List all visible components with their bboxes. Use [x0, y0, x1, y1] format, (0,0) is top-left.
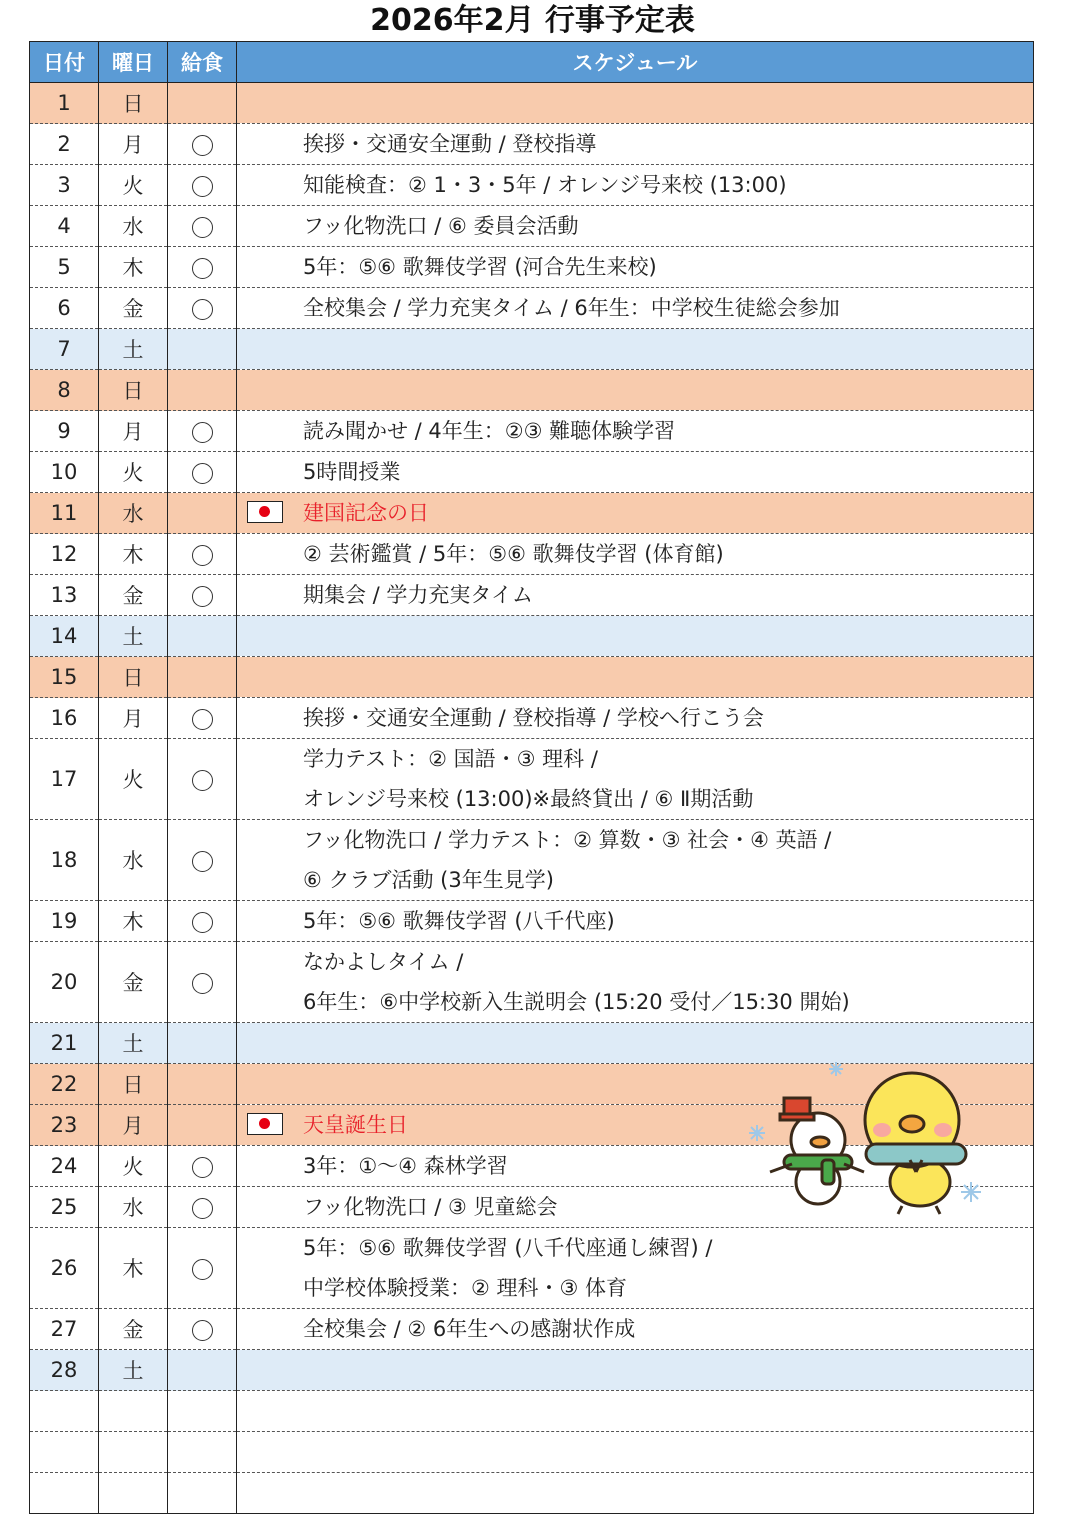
lunch-cell	[168, 1146, 237, 1187]
snowflake-icon	[961, 1182, 981, 1202]
page-title: 2026年2月 行事予定表	[370, 3, 695, 38]
mascot-illustration	[740, 1060, 1000, 1220]
japan-flag-icon	[247, 501, 283, 523]
weekday-cell: 火	[99, 739, 168, 820]
weekday-cell: 土	[99, 1023, 168, 1064]
table-row	[30, 370, 1034, 411]
date-cell	[30, 1473, 99, 1514]
date-cell: 2	[30, 124, 99, 165]
date-cell: 23	[30, 1105, 99, 1146]
lunch-cell	[168, 247, 237, 288]
lunch-cell	[168, 739, 237, 820]
schedule-line: 天皇誕生日	[303, 1113, 408, 1137]
schedule-line: 5年：⑤⑥ 歌舞伎学習 (河合先生来校)	[303, 255, 657, 279]
table-row	[30, 942, 1034, 1023]
header-lunch: 給食	[168, 42, 237, 83]
weekday-cell	[99, 1473, 168, 1514]
table-row	[30, 1023, 1034, 1064]
schedule-line: 建国記念の日	[303, 501, 429, 525]
lunch-cell	[168, 411, 237, 452]
schedule-line: フッ化物洗口 / ③ 児童総会	[303, 1195, 558, 1219]
schedule-line: 学力テスト：② 国語・③ 理科 /	[303, 747, 598, 771]
schedule-line: 挨拶・交通安全運動 / 登校指導 / 学校へ行こう会	[303, 706, 764, 730]
circle-icon	[192, 299, 213, 320]
circle-icon	[192, 422, 213, 443]
date-cell: 8	[30, 370, 99, 411]
date-cell: 15	[30, 657, 99, 698]
date-cell: 25	[30, 1187, 99, 1228]
lunch-cell	[168, 616, 237, 657]
date-cell: 28	[30, 1350, 99, 1391]
weekday-cell: 火	[99, 1146, 168, 1187]
schedule-line: 3年：①～④ 森林学習	[303, 1154, 508, 1178]
schedule-cell	[237, 247, 1034, 288]
lunch-cell	[168, 657, 237, 698]
date-cell: 21	[30, 1023, 99, 1064]
circle-icon	[192, 258, 213, 279]
weekday-cell	[99, 1432, 168, 1473]
weekday-cell: 木	[99, 901, 168, 942]
weekday-cell: 月	[99, 1105, 168, 1146]
weekday-cell: 水	[99, 820, 168, 901]
lunch-cell	[168, 534, 237, 575]
lunch-cell	[168, 165, 237, 206]
circle-icon	[192, 851, 213, 872]
schedule-table	[29, 41, 1034, 1514]
header-date: 日付	[30, 42, 99, 83]
schedule-cell	[237, 83, 1034, 124]
date-cell	[30, 1391, 99, 1432]
weekday-cell: 月	[99, 411, 168, 452]
table-row	[30, 1432, 1034, 1473]
schedule-cell	[237, 1432, 1034, 1473]
schedule-cell	[237, 370, 1034, 411]
schedule-cell	[237, 206, 1034, 247]
schedule-cell	[237, 452, 1034, 493]
lunch-cell	[168, 1105, 237, 1146]
weekday-cell: 日	[99, 370, 168, 411]
weekday-cell: 金	[99, 1309, 168, 1350]
weekday-cell: 水	[99, 206, 168, 247]
schedule-line: 5時間授業	[303, 460, 401, 484]
lunch-cell	[168, 698, 237, 739]
table-row	[30, 698, 1034, 739]
table-row	[30, 124, 1034, 165]
schedule-line: 期集会 / 学力充実タイム	[303, 583, 534, 607]
table-row	[30, 901, 1034, 942]
schedule-cell	[237, 1473, 1034, 1514]
circle-icon	[192, 463, 213, 484]
schedule-cell	[237, 493, 1034, 534]
schedule-cell	[237, 657, 1034, 698]
schedule-cell	[237, 1350, 1034, 1391]
weekday-cell: 日	[99, 1064, 168, 1105]
circle-icon	[192, 1259, 213, 1280]
table-row	[30, 575, 1034, 616]
table-row	[30, 288, 1034, 329]
table-row	[30, 493, 1034, 534]
table-row	[30, 534, 1034, 575]
circle-icon	[192, 912, 213, 933]
date-cell: 7	[30, 329, 99, 370]
date-cell: 17	[30, 739, 99, 820]
date-cell: 18	[30, 820, 99, 901]
weekday-cell: 木	[99, 247, 168, 288]
schedule-line: 中学校体験授業：② 理科・③ 体育	[303, 1276, 628, 1300]
lunch-cell	[168, 1432, 237, 1473]
schedule-cell	[237, 739, 1034, 820]
weekday-cell	[99, 1391, 168, 1432]
schedule-line: フッ化物洗口 / 学力テスト：② 算数・③ 社会・④ 英語 /	[303, 828, 832, 852]
weekday-cell: 土	[99, 329, 168, 370]
circle-icon	[192, 1157, 213, 1178]
weekday-cell: 金	[99, 575, 168, 616]
lunch-cell	[168, 1228, 237, 1309]
table-row	[30, 411, 1034, 452]
date-cell: 5	[30, 247, 99, 288]
date-cell: 16	[30, 698, 99, 739]
schedule-cell	[237, 1391, 1034, 1432]
table-row	[30, 1350, 1034, 1391]
schedule-line: ⑥ クラブ活動 (3年生見学)	[303, 868, 554, 892]
lunch-cell	[168, 1187, 237, 1228]
schedule-line: 6年生：⑥中学校新入生説明会 (15:20 受付／15:30 開始)	[303, 990, 850, 1014]
schedule-line: オレンジ号来校 (13:00)※最終貸出 / ⑥ Ⅱ期活動	[303, 787, 754, 811]
schedule-cell	[237, 165, 1034, 206]
date-cell: 13	[30, 575, 99, 616]
lunch-cell	[168, 83, 237, 124]
table-row	[30, 1228, 1034, 1309]
lunch-cell	[168, 820, 237, 901]
circle-icon	[192, 1198, 213, 1219]
table-row	[30, 820, 1034, 901]
date-cell: 27	[30, 1309, 99, 1350]
lunch-cell	[168, 901, 237, 942]
chick-icon	[865, 1073, 966, 1214]
schedule-cell	[237, 411, 1034, 452]
table-row	[30, 616, 1034, 657]
circle-icon	[192, 545, 213, 566]
weekday-cell: 火	[99, 452, 168, 493]
table-row	[30, 247, 1034, 288]
circle-icon	[192, 217, 213, 238]
lunch-cell	[168, 942, 237, 1023]
circle-icon	[192, 135, 213, 156]
table-row	[30, 165, 1034, 206]
lunch-cell	[168, 329, 237, 370]
table-row	[30, 1391, 1034, 1432]
lunch-cell	[168, 206, 237, 247]
weekday-cell: 水	[99, 1187, 168, 1228]
table-row	[30, 206, 1034, 247]
schedule-cell	[237, 575, 1034, 616]
lunch-cell	[168, 1064, 237, 1105]
weekday-cell: 日	[99, 83, 168, 124]
date-cell: 24	[30, 1146, 99, 1187]
schedule-line: フッ化物洗口 / ⑥ 委員会活動	[303, 214, 579, 238]
date-cell: 22	[30, 1064, 99, 1105]
weekday-cell: 金	[99, 288, 168, 329]
schedule-line: なかよしタイム /	[303, 950, 464, 974]
table-row	[30, 1473, 1034, 1514]
schedule-cell	[237, 1228, 1034, 1309]
circle-icon	[192, 176, 213, 197]
weekday-cell: 月	[99, 124, 168, 165]
lunch-cell	[168, 1309, 237, 1350]
schedule-cell	[237, 942, 1034, 1023]
schedule-line: ② 芸術鑑賞 / 5年：⑤⑥ 歌舞伎学習 (体育館)	[303, 542, 724, 566]
date-cell: 12	[30, 534, 99, 575]
date-cell: 11	[30, 493, 99, 534]
lunch-cell	[168, 124, 237, 165]
snowflake-icon	[829, 1062, 843, 1076]
weekday-cell: 水	[99, 493, 168, 534]
table-row	[30, 452, 1034, 493]
lunch-cell	[168, 1391, 237, 1432]
schedule-line: 全校集会 / 学力充実タイム / 6年生：中学校生徒総会参加	[303, 296, 840, 320]
weekday-cell: 月	[99, 698, 168, 739]
lunch-cell	[168, 288, 237, 329]
date-cell	[30, 1432, 99, 1473]
circle-icon	[192, 586, 213, 607]
header-schedule: スケジュール	[237, 42, 1034, 83]
schedule-cell	[237, 698, 1034, 739]
lunch-cell	[168, 493, 237, 534]
date-cell: 3	[30, 165, 99, 206]
schedule-cell	[237, 329, 1034, 370]
schedule-cell	[237, 124, 1034, 165]
weekday-cell: 火	[99, 165, 168, 206]
weekday-cell: 土	[99, 616, 168, 657]
weekday-cell: 木	[99, 1228, 168, 1309]
schedule-line: 挨拶・交通安全運動 / 登校指導	[303, 132, 597, 156]
schedule-cell	[237, 534, 1034, 575]
schedule-cell	[237, 901, 1034, 942]
schedule-cell	[237, 1309, 1034, 1350]
circle-icon	[192, 709, 213, 730]
lunch-cell	[168, 370, 237, 411]
date-cell: 26	[30, 1228, 99, 1309]
date-cell: 10	[30, 452, 99, 493]
lunch-cell	[168, 1473, 237, 1514]
table-row	[30, 657, 1034, 698]
schedule-cell	[237, 288, 1034, 329]
lunch-cell	[168, 575, 237, 616]
table-row	[30, 1309, 1034, 1350]
circle-icon	[192, 1320, 213, 1341]
date-cell: 1	[30, 83, 99, 124]
schedule-cell	[237, 820, 1034, 901]
lunch-cell	[168, 1023, 237, 1064]
table-row	[30, 739, 1034, 820]
circle-icon	[192, 973, 213, 994]
japan-flag-icon	[247, 1113, 283, 1135]
header-row	[30, 42, 1034, 83]
circle-icon	[192, 770, 213, 791]
schedule-cell	[237, 616, 1034, 657]
date-cell: 19	[30, 901, 99, 942]
schedule-line: 全校集会 / ② 6年生への感謝状作成	[303, 1317, 636, 1341]
date-cell: 6	[30, 288, 99, 329]
schedule-line: 読み聞かせ / 4年生：②③ 難聴体験学習	[303, 419, 676, 443]
schedule-line: 5年：⑤⑥ 歌舞伎学習 (八千代座通し練習) /	[303, 1236, 713, 1260]
table-row	[30, 329, 1034, 370]
date-cell: 14	[30, 616, 99, 657]
date-cell: 4	[30, 206, 99, 247]
snowflake-icon	[749, 1125, 765, 1141]
weekday-cell: 日	[99, 657, 168, 698]
schedule-line: 知能検査：② 1・3・5年 / オレンジ号来校 (13:00)	[303, 173, 787, 197]
date-cell: 9	[30, 411, 99, 452]
schedule-line: 5年：⑤⑥ 歌舞伎学習 (八千代座)	[303, 909, 615, 933]
lunch-cell	[168, 1350, 237, 1391]
date-cell: 20	[30, 942, 99, 1023]
header-day: 曜日	[99, 42, 168, 83]
weekday-cell: 土	[99, 1350, 168, 1391]
weekday-cell: 金	[99, 942, 168, 1023]
schedule-cell	[237, 1023, 1034, 1064]
table-row	[30, 83, 1034, 124]
weekday-cell: 木	[99, 534, 168, 575]
snowman-icon	[770, 1098, 864, 1204]
lunch-cell	[168, 452, 237, 493]
